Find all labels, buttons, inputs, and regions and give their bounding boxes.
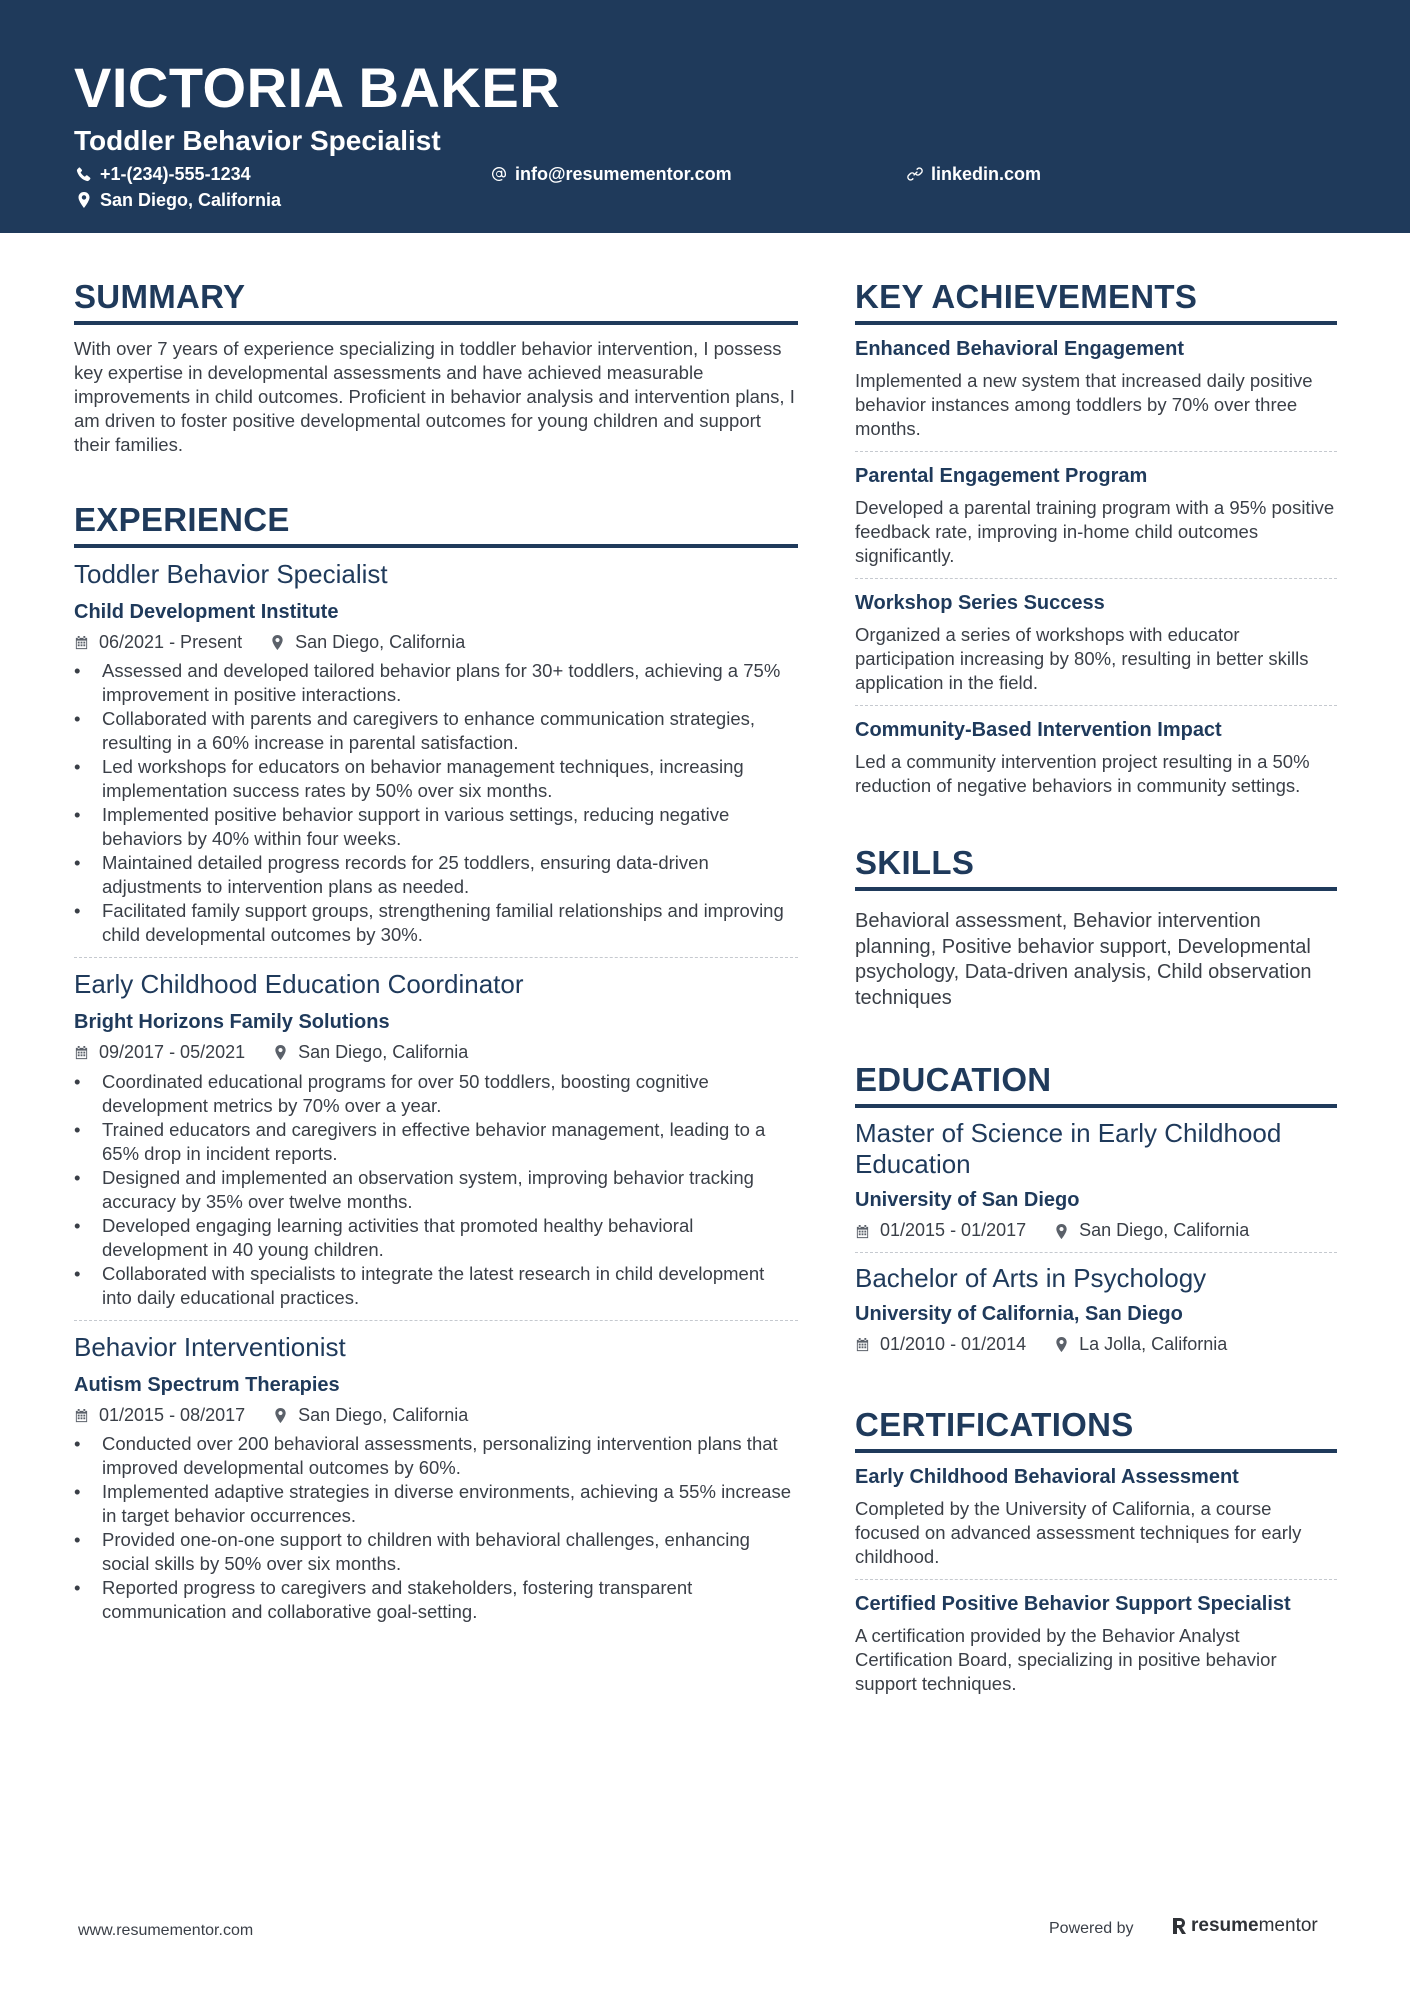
date-range: 06/2021 - Present (99, 631, 243, 652)
achievement-entry (855, 337, 1337, 451)
date-range: 01/2015 - 08/2017 (99, 1404, 246, 1425)
summary-heading: SUMMARY (74, 280, 798, 325)
achievement-bullets (74, 1070, 798, 1310)
resumementor-logo-icon (1171, 1917, 1187, 1935)
certifications-list (855, 1465, 1337, 1706)
location-text: La Jolla, California (1079, 1334, 1228, 1355)
date-location-row (855, 1334, 1337, 1356)
education-list (855, 1118, 1337, 1366)
degree-title: Bachelor of Arts in Psychology (855, 1262, 1207, 1293)
date-location-row (855, 1220, 1337, 1242)
date-range: 01/2015 - 01/2017 (880, 1220, 1027, 1241)
achievement-entry (855, 705, 1337, 808)
company-name: Child Development Institute (74, 600, 339, 623)
achievement-title: Community-Based Intervention Impact (855, 719, 1222, 741)
contact-linkedin[interactable] (907, 165, 1041, 183)
achievement-entry (855, 451, 1337, 578)
achievement-text: Organized a series of workshops with educator participation increasing by 80%, resulting in better skills application in the field. (855, 624, 1309, 693)
certification-text: Completed by the University of California, a course focused on advanced assessment techniques for early childhood. (855, 1497, 1302, 1567)
job-title: Early Childhood Education Coordinator (74, 969, 524, 1000)
location (273, 1405, 468, 1427)
linkedin-text: linkedin.com (931, 164, 1042, 184)
location (1054, 1334, 1227, 1356)
link-icon (907, 166, 923, 182)
date-range: 09/2017 - 05/2021 (99, 1042, 246, 1063)
bullet-item: • Reported progress to caregivers and stakeholders, fostering transparent communication and collaborative goal-setting. (74, 1576, 798, 1624)
school-name: University of California, San Diego (855, 1303, 1183, 1326)
date-location-row (74, 1042, 798, 1064)
skills-text: Behavioral assessment, Behavior intervention planning, Positive behavior support, Developmental psychology, Data-driven analysis, Child observation techniques (855, 910, 1312, 1009)
location-pin-icon (270, 635, 285, 650)
location (270, 632, 465, 654)
achievement-bullets (74, 1432, 798, 1624)
certification-entry (855, 1465, 1337, 1579)
certification-entry (855, 1579, 1337, 1706)
brand-name-bold: resume (1191, 1915, 1259, 1936)
contact-location (76, 191, 281, 209)
phone-icon (76, 166, 92, 182)
calendar-icon (74, 1408, 89, 1423)
summary-section (74, 280, 798, 457)
calendar-icon (74, 1045, 89, 1060)
degree-title: Master of Science in Early Childhood Education (855, 1118, 1282, 1180)
bullet-item: • Maintained detailed progress records for 25 toddlers, ensuring data-driven adjustments to intervention plans as needed. (74, 851, 798, 899)
brand-logo[interactable] (1171, 1915, 1318, 1937)
calendar-icon (74, 635, 89, 650)
bullet-item: • Provided one-on-one support to children with behavioral challenges, enhancing social skills by 50% over six months. (74, 1528, 798, 1576)
job-title-headline: Toddler Behavior Specialist (74, 125, 441, 156)
experience-list (74, 558, 798, 1634)
job-title: Behavior Interventionist (74, 1331, 346, 1362)
experience-section (74, 503, 798, 1634)
location-text: San Diego, California (1079, 1220, 1250, 1241)
achievement-entry (855, 578, 1337, 705)
brand-name-light: mentor (1258, 1915, 1318, 1936)
right-column (855, 280, 1337, 1706)
location-pin-icon (273, 1045, 288, 1060)
contact-phone[interactable] (76, 165, 251, 183)
experience-heading: EXPERIENCE (74, 503, 798, 548)
achievements-heading: KEY ACHIEVEMENTS (855, 280, 1337, 325)
bullet-item: • Led workshops for educators on behavior management techniques, increasing implementation success rates by 50% over six months. (74, 755, 798, 803)
email-text: info@resumementor.com (515, 164, 732, 184)
location-pin-icon (1054, 1337, 1069, 1352)
location-pin-icon (273, 1408, 288, 1423)
achievement-text: Implemented a new system that increased daily positive behavior instances among toddlers by 70% over three months. (855, 370, 1313, 439)
certification-text: A certification provided by the Behavior Analyst Certification Board, specializing in positive behavior support techniques. (855, 1624, 1277, 1694)
achievements-list (855, 337, 1337, 808)
calendar-icon (855, 1337, 870, 1352)
certification-title: Early Childhood Behavioral Assessment (855, 1465, 1239, 1488)
location-pin-icon (1054, 1224, 1069, 1239)
bullet-item: • Facilitated family support groups, strengthening familial relationships and improving child developmental outcomes by 30%. (74, 899, 798, 947)
skills-section (855, 846, 1337, 1011)
education-section (855, 1063, 1337, 1366)
phone-text: +1-(234)-555-1234 (100, 164, 251, 184)
bullet-item: • Coordinated educational programs for over 50 toddlers, boosting cognitive development metrics by 70% over a year. (74, 1070, 798, 1118)
education-heading: EDUCATION (855, 1063, 1337, 1108)
location-text: San Diego, California (298, 1042, 469, 1063)
bullet-item: • Implemented positive behavior support in various settings, reducing negative behaviors by 40% within four weeks. (74, 803, 798, 851)
at-icon (491, 166, 507, 182)
achievement-bullets (74, 659, 798, 947)
summary-text: With over 7 years of experience specializing in toddler behavior intervention, I possess key expertise in developmental assessments and have achieved measurable improvements in child outcomes. Proficient in behavior analysis and intervention plans, I am driven to foster positive developmental outcomes for young children and support their families. (74, 338, 795, 455)
bullet-item: • Developed engaging learning activities that promoted healthy behavioral development in 40 young children. (74, 1214, 798, 1262)
company-name: Bright Horizons Family Solutions (74, 1011, 390, 1034)
achievement-title: Workshop Series Success (855, 592, 1105, 614)
experience-entry (74, 957, 798, 1319)
location-text: San Diego, California (295, 631, 466, 652)
location-pin-icon (76, 192, 92, 208)
location-text: San Diego, California (298, 1404, 469, 1425)
achievements-section (855, 280, 1337, 808)
bullet-item: • Designed and implemented an observation system, improving behavior tracking accuracy by 35% over twelve months. (74, 1166, 798, 1214)
bullet-item: • Assessed and developed tailored behavior plans for 30+ toddlers, achieving a 75% improvement in positive interactions. (74, 659, 798, 707)
certifications-heading: CERTIFICATIONS (855, 1408, 1337, 1453)
job-title: Toddler Behavior Specialist (74, 559, 388, 589)
date-range: 01/2010 - 01/2014 (880, 1334, 1027, 1355)
education-entry (855, 1252, 1337, 1366)
experience-entry (74, 1320, 798, 1634)
powered-by-label: Powered by (1049, 1920, 1134, 1937)
certification-title: Certified Positive Behavior Support Specialist (855, 1592, 1291, 1615)
date-location-row (74, 632, 798, 654)
location (273, 1042, 468, 1064)
date-location-row (74, 1405, 798, 1427)
left-column (74, 280, 798, 1634)
footer-website-link[interactable]: www.resumementor.com (78, 1922, 254, 1939)
calendar-icon (855, 1224, 870, 1239)
achievement-title: Parental Engagement Program (855, 465, 1148, 487)
candidate-name: VICTORIA BAKER (74, 56, 561, 119)
bullet-item: • Conducted over 200 behavioral assessments, personalizing intervention plans that improved developmental outcomes by 60%. (74, 1432, 798, 1480)
school-name: University of San Diego (855, 1189, 1080, 1212)
skills-heading: SKILLS (855, 846, 1337, 891)
achievement-text: Led a community intervention project resulting in a 50% reduction of negative behaviors in community settings. (855, 751, 1310, 796)
bullet-item: • Collaborated with parents and caregivers to enhance communication strategies, resulting in a 60% increase in parental satisfaction. (74, 707, 798, 755)
bullet-item: • Trained educators and caregivers in effective behavior management, leading to a 65% drop in incident reports. (74, 1118, 798, 1166)
resume-header (0, 0, 1410, 233)
company-name: Autism Spectrum Therapies (74, 1373, 340, 1396)
contact-email[interactable] (491, 165, 732, 183)
bullet-item: • Collaborated with specialists to integrate the latest research in child development into daily educational practices. (74, 1262, 798, 1310)
achievement-text: Developed a parental training program with a 95% positive feedback rate, improving in-home child outcomes significantly. (855, 497, 1335, 566)
education-entry (855, 1118, 1337, 1252)
achievement-title: Enhanced Behavioral Engagement (855, 338, 1184, 360)
experience-entry (74, 558, 798, 957)
certifications-section (855, 1405, 1337, 1706)
location (1054, 1220, 1249, 1242)
bullet-item: • Implemented adaptive strategies in diverse environments, achieving a 55% increase in target behavior occurrences. (74, 1480, 798, 1528)
location-text: San Diego, California (100, 190, 282, 210)
